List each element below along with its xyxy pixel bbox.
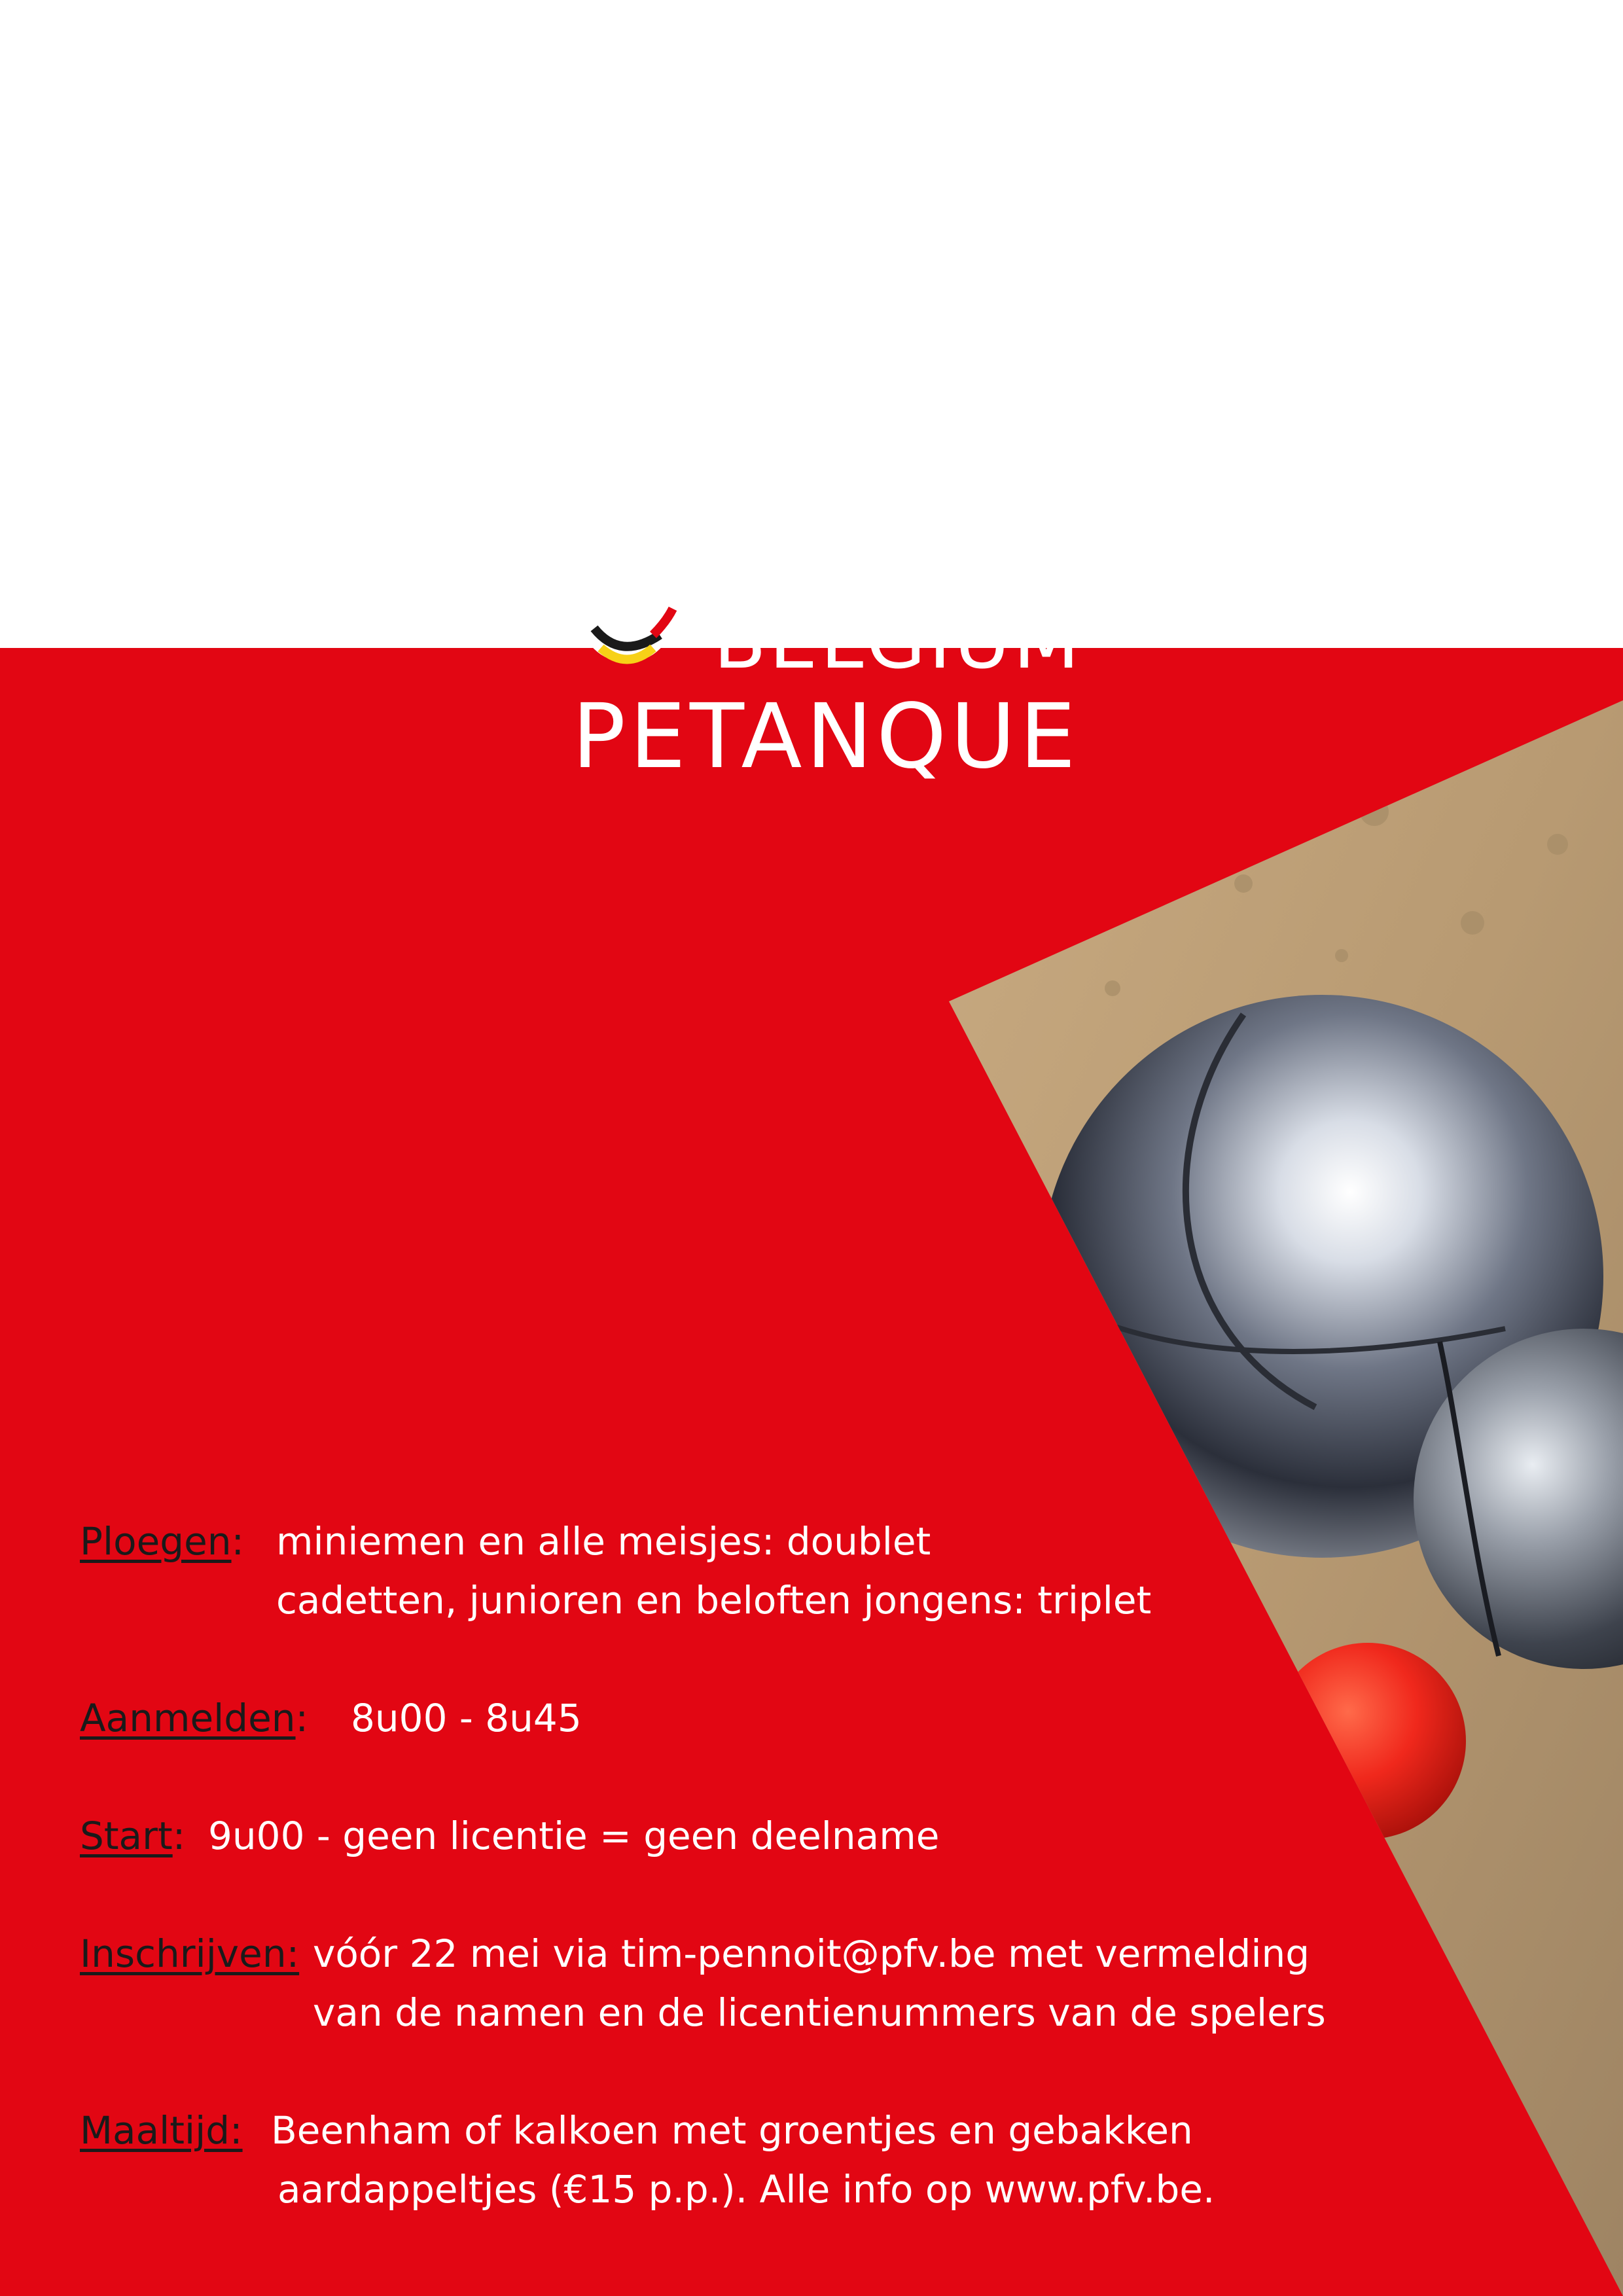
petanque-balls-photo [0, 648, 1623, 2296]
maaltijd-label: Maaltijd: [80, 2108, 243, 2153]
logo-word-belgium: BELGIUM [713, 596, 1082, 686]
aanmelden-row [80, 1696, 309, 1740]
start-row [80, 1814, 186, 1858]
start-colon: : [172, 1814, 186, 1858]
inschrijven-label: Inschrijven: [80, 1931, 300, 1976]
inschrijven-row [80, 1931, 300, 1976]
belgium-petanque-logo [563, 596, 1099, 789]
ploegen-label: Ploegen [80, 1519, 232, 1564]
inschrijven-line-2: van de namen en de licentienummers van de spelers [313, 1990, 1326, 2035]
logo-word-petanque: PETANQUE [572, 685, 1080, 789]
maaltijd-line-2: aardappeltjes (€15 p.p.). Alle info op www.pfv.be. [277, 2167, 1215, 2212]
petanque-ball-logo-icon [575, 609, 679, 674]
maaltijd-row [80, 2108, 243, 2153]
blank-top-area [0, 0, 1623, 648]
inschrijven-line-1: vóór 22 mei via tim-pennoit@pfv.be met vermelding [313, 1931, 1310, 1976]
red-panel [0, 596, 1623, 2296]
start-line-1: 9u00 - geen licentie = geen deelname [208, 1814, 940, 1858]
ploegen-row [80, 1519, 245, 1564]
ploegen-line-2: cadetten, junioren en beloften jongens: triplet [276, 1578, 1152, 1623]
maaltijd-line-1: Beenham of kalkoen met groentjes en gebakken [271, 2108, 1193, 2153]
aanmelden-label: Aanmelden [80, 1696, 296, 1740]
aanmelden-line-1: 8u00 - 8u45 [351, 1696, 582, 1740]
ploegen-colon: : [231, 1519, 245, 1564]
aanmelden-colon: : [295, 1696, 309, 1740]
ploegen-line-1: miniemen en alle meisjes: doublet [276, 1519, 931, 1564]
start-label: Start [80, 1814, 173, 1858]
